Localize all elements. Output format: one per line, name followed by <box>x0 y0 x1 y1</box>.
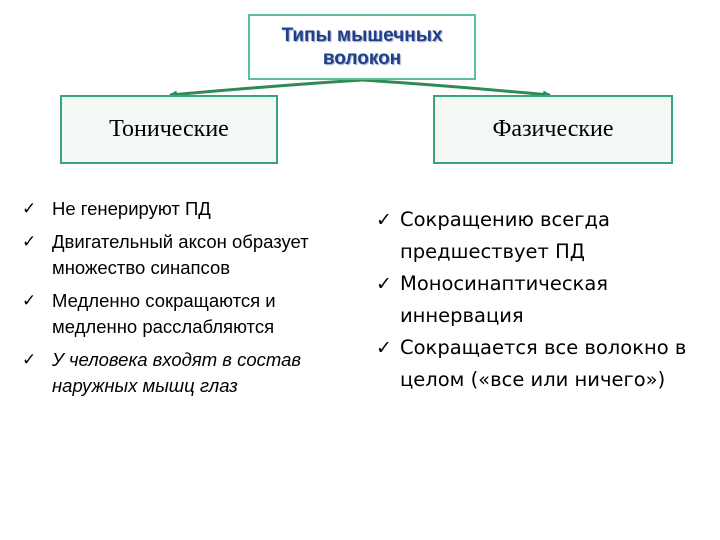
tonic-label: Тонические <box>109 116 229 142</box>
list-item: ✓ Сокращению всегда предшествует ПД <box>376 204 706 268</box>
checkmark-icon: ✓ <box>22 232 37 252</box>
title-box <box>248 14 476 80</box>
phasic-label: Фазические <box>492 116 614 142</box>
checkmark-icon: ✓ <box>376 209 392 231</box>
arrow-to-tonic <box>170 80 362 95</box>
checkmark-icon: ✓ <box>376 337 392 359</box>
list-item: ✓ Не генерируют ПД <box>22 196 352 222</box>
list-item: ✓ Медленно сокращаются и медленно расслабляются <box>22 290 276 337</box>
checkmark-icon: ✓ <box>22 199 37 219</box>
tonic-properties-list <box>22 196 352 406</box>
tonic-box <box>60 95 278 164</box>
list-item: ✓ У человека входят в состав наружных мышц глаз <box>22 349 302 396</box>
list-item: ✓ Моносинаптическая иннервация <box>376 268 706 332</box>
list-item: ✓ Сокращается все волокно в целом («все или ничего») <box>376 332 706 396</box>
phasic-properties-list <box>376 204 706 396</box>
checkmark-icon: ✓ <box>376 273 392 295</box>
arrow-to-phasic <box>362 80 550 95</box>
checkmark-icon: ✓ <box>22 350 37 370</box>
phasic-box <box>433 95 673 164</box>
checkmark-icon: ✓ <box>22 291 37 311</box>
title-text: Типы мышечных волокон <box>281 25 443 69</box>
list-item: ✓ Двигательный аксон образует множество синапсов <box>22 231 309 278</box>
